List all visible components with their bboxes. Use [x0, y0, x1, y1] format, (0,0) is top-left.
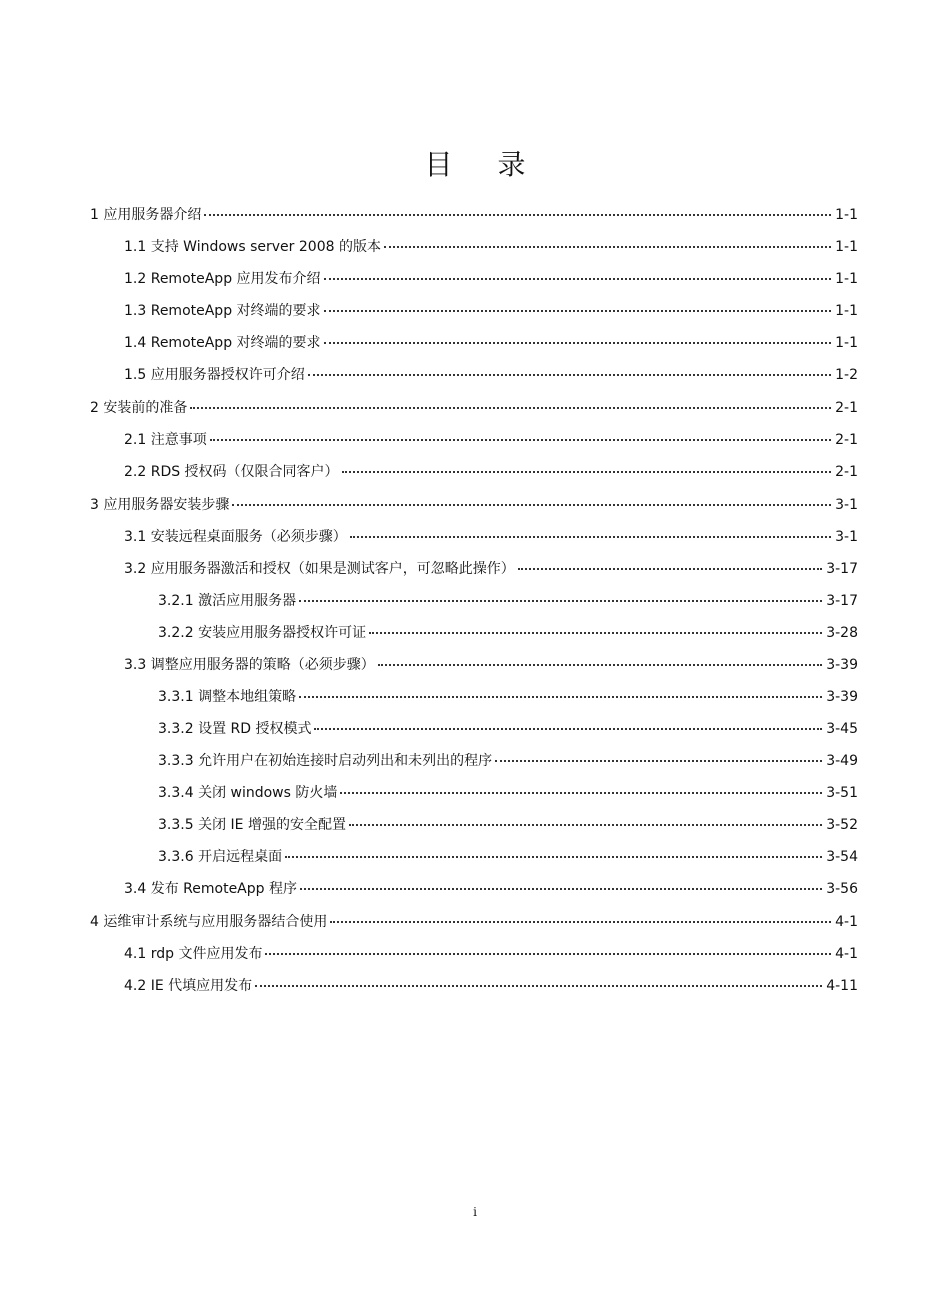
toc-entry-page-number: 3-52	[826, 817, 858, 833]
toc-entry-label: 3.3.1 调整本地组策略	[158, 689, 297, 705]
toc-entry-label: 4.1 rdp 文件应用发布	[124, 946, 263, 962]
toc-entry-page-number: 3-56	[826, 881, 858, 897]
toc-entry-label: 2.2 RDS 授权码（仅限合同客户）	[124, 464, 339, 480]
toc-entry-level-2[interactable]	[90, 460, 858, 482]
toc-entry-label: 3.3.6 开启远程桌面	[158, 849, 283, 865]
toc-entry-level-3[interactable]	[90, 813, 858, 835]
toc-entry-page-number: 3-17	[826, 561, 858, 577]
toc-dot-leader	[378, 650, 823, 666]
toc-dot-leader	[342, 457, 832, 473]
toc-entry-level-2[interactable]	[90, 653, 858, 675]
toc-entry-level-1[interactable]	[90, 493, 858, 515]
toc-entry-page-number: 1-1	[835, 239, 858, 255]
toc-entry-page-number: 3-1	[835, 529, 858, 545]
toc-dot-leader	[204, 200, 831, 216]
toc-entry-page-number: 2-1	[835, 432, 858, 448]
toc-entry-page-number: 3-28	[826, 625, 858, 641]
toc-entry-page-number: 3-1	[835, 497, 858, 513]
toc-entry-level-2[interactable]	[90, 331, 858, 353]
toc-dot-leader	[369, 618, 822, 634]
toc-entry-label: 1.4 RemoteApp 对终端的要求	[124, 335, 321, 351]
toc-entry-label: 3.1 安装远程桌面服务（必须步骤）	[124, 529, 347, 545]
table-of-contents	[90, 203, 858, 996]
toc-dot-leader	[299, 682, 822, 698]
toc-dot-leader	[300, 874, 822, 890]
toc-dot-leader	[265, 939, 831, 955]
toc-entry-label: 3.3.3 允许用户在初始连接时启动列出和未列出的程序	[158, 753, 493, 769]
page-title: 目 录	[424, 147, 544, 181]
toc-dot-leader	[324, 296, 832, 312]
toc-dot-leader	[190, 393, 831, 409]
toc-entry-page-number: 3-54	[826, 849, 858, 865]
toc-dot-leader	[314, 714, 822, 730]
toc-entry-label: 1.1 支持 Windows server 2008 的版本	[124, 239, 381, 255]
toc-entry-level-2[interactable]	[90, 877, 858, 899]
toc-entry-level-3[interactable]	[90, 717, 858, 739]
toc-entry-label: 4.2 IE 代填应用发布	[124, 978, 253, 994]
toc-entry-page-number: 2-1	[835, 400, 858, 416]
toc-entry-level-2[interactable]	[90, 942, 858, 964]
toc-entry-level-2[interactable]	[90, 525, 858, 547]
toc-entry-level-3[interactable]	[90, 589, 858, 611]
toc-dot-leader	[350, 522, 831, 538]
toc-dot-leader	[232, 490, 831, 506]
toc-entry-label: 2 安装前的准备	[90, 400, 188, 416]
footer-page-number: i	[473, 1205, 477, 1219]
toc-entry-level-3[interactable]	[90, 781, 858, 803]
toc-entry-level-1[interactable]	[90, 910, 858, 932]
toc-entry-label: 3.4 发布 RemoteApp 程序	[124, 881, 297, 897]
toc-dot-leader	[255, 971, 822, 987]
toc-entry-level-2[interactable]	[90, 267, 858, 289]
toc-entry-label: 3.3.4 关闭 windows 防火墙	[158, 785, 338, 801]
toc-entry-label: 1 应用服务器介绍	[90, 207, 202, 223]
toc-dot-leader	[384, 232, 831, 248]
toc-entry-level-2[interactable]	[90, 299, 858, 321]
toc-entry-label: 4 运维审计系统与应用服务器结合使用	[90, 914, 328, 930]
toc-entry-page-number: 1-1	[835, 271, 858, 287]
toc-dot-leader	[330, 907, 831, 923]
toc-entry-label: 1.5 应用服务器授权许可介绍	[124, 367, 305, 383]
toc-entry-page-number: 1-2	[835, 367, 858, 383]
toc-entry-page-number: 1-1	[835, 303, 858, 319]
toc-entry-label: 1.2 RemoteApp 应用发布介绍	[124, 271, 321, 287]
toc-entry-level-1[interactable]	[90, 396, 858, 418]
toc-dot-leader	[340, 778, 822, 794]
toc-dot-leader	[308, 360, 831, 376]
toc-entry-page-number: 1-1	[835, 207, 858, 223]
toc-entry-label: 3 应用服务器安装步骤	[90, 497, 230, 513]
toc-dot-leader	[210, 425, 831, 441]
toc-entry-level-2[interactable]	[90, 363, 858, 385]
toc-entry-level-2[interactable]	[90, 974, 858, 996]
toc-entry-level-2[interactable]	[90, 235, 858, 257]
toc-entry-label: 1.3 RemoteApp 对终端的要求	[124, 303, 321, 319]
toc-entry-label: 2.1 注意事项	[124, 432, 207, 448]
toc-entry-page-number: 3-39	[826, 657, 858, 673]
toc-entry-level-1[interactable]	[90, 203, 858, 225]
toc-dot-leader	[518, 554, 823, 570]
toc-entry-level-3[interactable]	[90, 749, 858, 771]
toc-entry-label: 3.3.2 设置 RD 授权模式	[158, 721, 312, 737]
toc-entry-label: 3.2 应用服务器激活和授权（如果是测试客户，可忽略此操作）	[124, 561, 515, 577]
toc-entry-level-2[interactable]	[90, 557, 858, 579]
toc-entry-label: 3.3 调整应用服务器的策略（必须步骤）	[124, 657, 375, 673]
toc-entry-level-2[interactable]	[90, 428, 858, 450]
toc-entry-page-number: 4-1	[835, 914, 858, 930]
toc-entry-page-number: 3-17	[826, 593, 858, 609]
toc-entry-level-3[interactable]	[90, 685, 858, 707]
toc-dot-leader	[324, 328, 832, 344]
toc-entry-page-number: 3-49	[826, 753, 858, 769]
toc-entry-page-number: 3-45	[826, 721, 858, 737]
toc-dot-leader	[324, 264, 832, 280]
toc-entry-level-3[interactable]	[90, 621, 858, 643]
toc-entry-page-number: 3-39	[826, 689, 858, 705]
toc-entry-page-number: 4-11	[826, 978, 858, 994]
toc-entry-label: 3.2.2 安装应用服务器授权许可证	[158, 625, 367, 641]
toc-dot-leader	[495, 746, 822, 762]
toc-entry-level-3[interactable]	[90, 845, 858, 867]
toc-entry-page-number: 3-51	[826, 785, 858, 801]
toc-entry-label: 3.2.1 激活应用服务器	[158, 593, 297, 609]
toc-dot-leader	[285, 842, 822, 858]
toc-entry-page-number: 1-1	[835, 335, 858, 351]
toc-dot-leader	[349, 810, 822, 826]
toc-entry-label: 3.3.5 关闭 IE 增强的安全配置	[158, 817, 346, 833]
toc-dot-leader	[299, 586, 822, 602]
toc-entry-page-number: 4-1	[835, 946, 858, 962]
toc-entry-page-number: 2-1	[835, 464, 858, 480]
